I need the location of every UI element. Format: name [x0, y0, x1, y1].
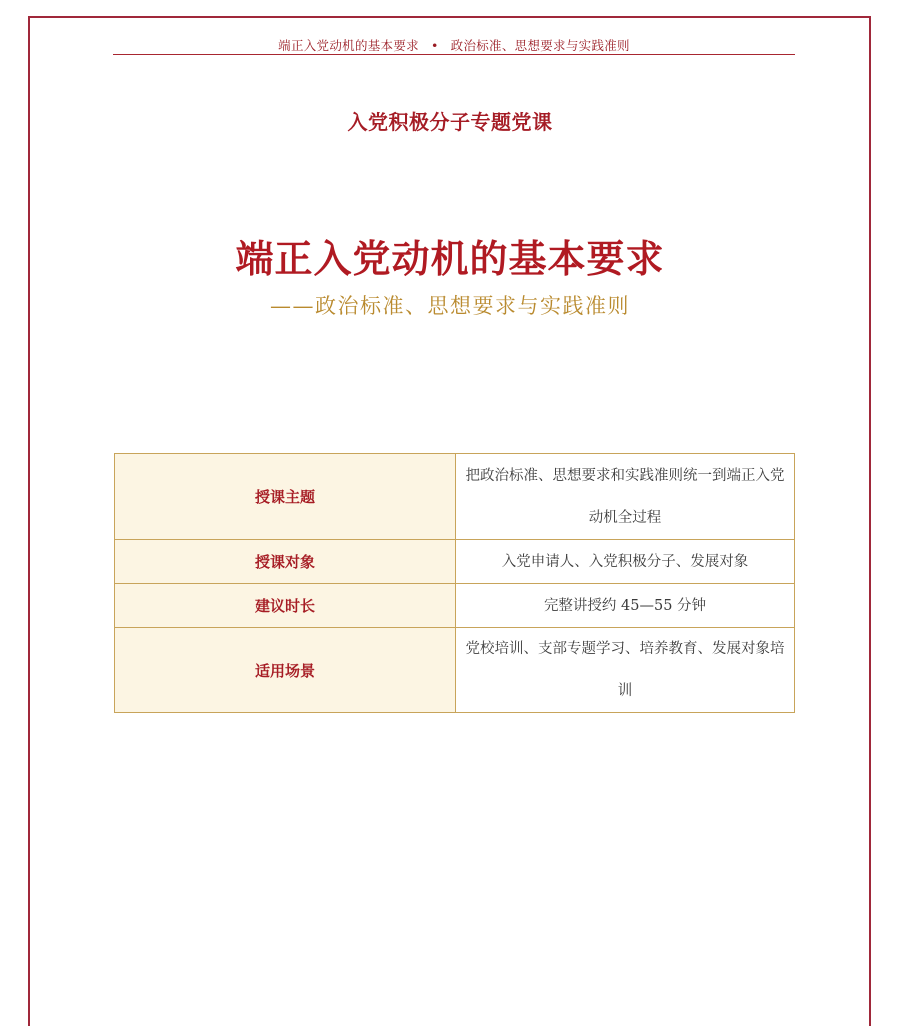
duration-label: 建议时长 — [115, 584, 456, 628]
running-header-title: 端正入党动机的基本要求 — [278, 38, 419, 53]
course-info-table — [114, 453, 795, 713]
scene-value: 党校培训、支部专题学习、培养教育、发展对象培训 — [456, 628, 795, 713]
page-subtitle: ——政治标准、思想要求与实践准则 — [270, 294, 630, 318]
audience-label: 授课对象 — [115, 540, 456, 584]
running-header — [113, 36, 795, 54]
running-header-subtitle: 政治标准、思想要求与实践准则 — [450, 38, 630, 53]
table-row-scene — [115, 628, 795, 713]
table-row-topic — [115, 454, 795, 540]
header-rule — [113, 54, 795, 55]
topic-label: 授课主题 — [115, 454, 456, 540]
duration-value: 完整讲授约 45—55 分钟 — [456, 584, 795, 628]
scene-label: 适用场景 — [115, 628, 456, 713]
course-label: 入党积极分子专题党课 — [347, 110, 553, 134]
table-row-duration — [115, 584, 795, 628]
audience-value: 入党申请人、入党积极分子、发展对象 — [456, 540, 795, 584]
running-header-separator: • — [430, 38, 439, 53]
topic-value: 把政治标准、思想要求和实践准则统一到端正入党动机全过程 — [456, 454, 795, 540]
page-title: 端正入党动机的基本要求 — [235, 236, 665, 281]
table-row-audience — [115, 540, 795, 584]
